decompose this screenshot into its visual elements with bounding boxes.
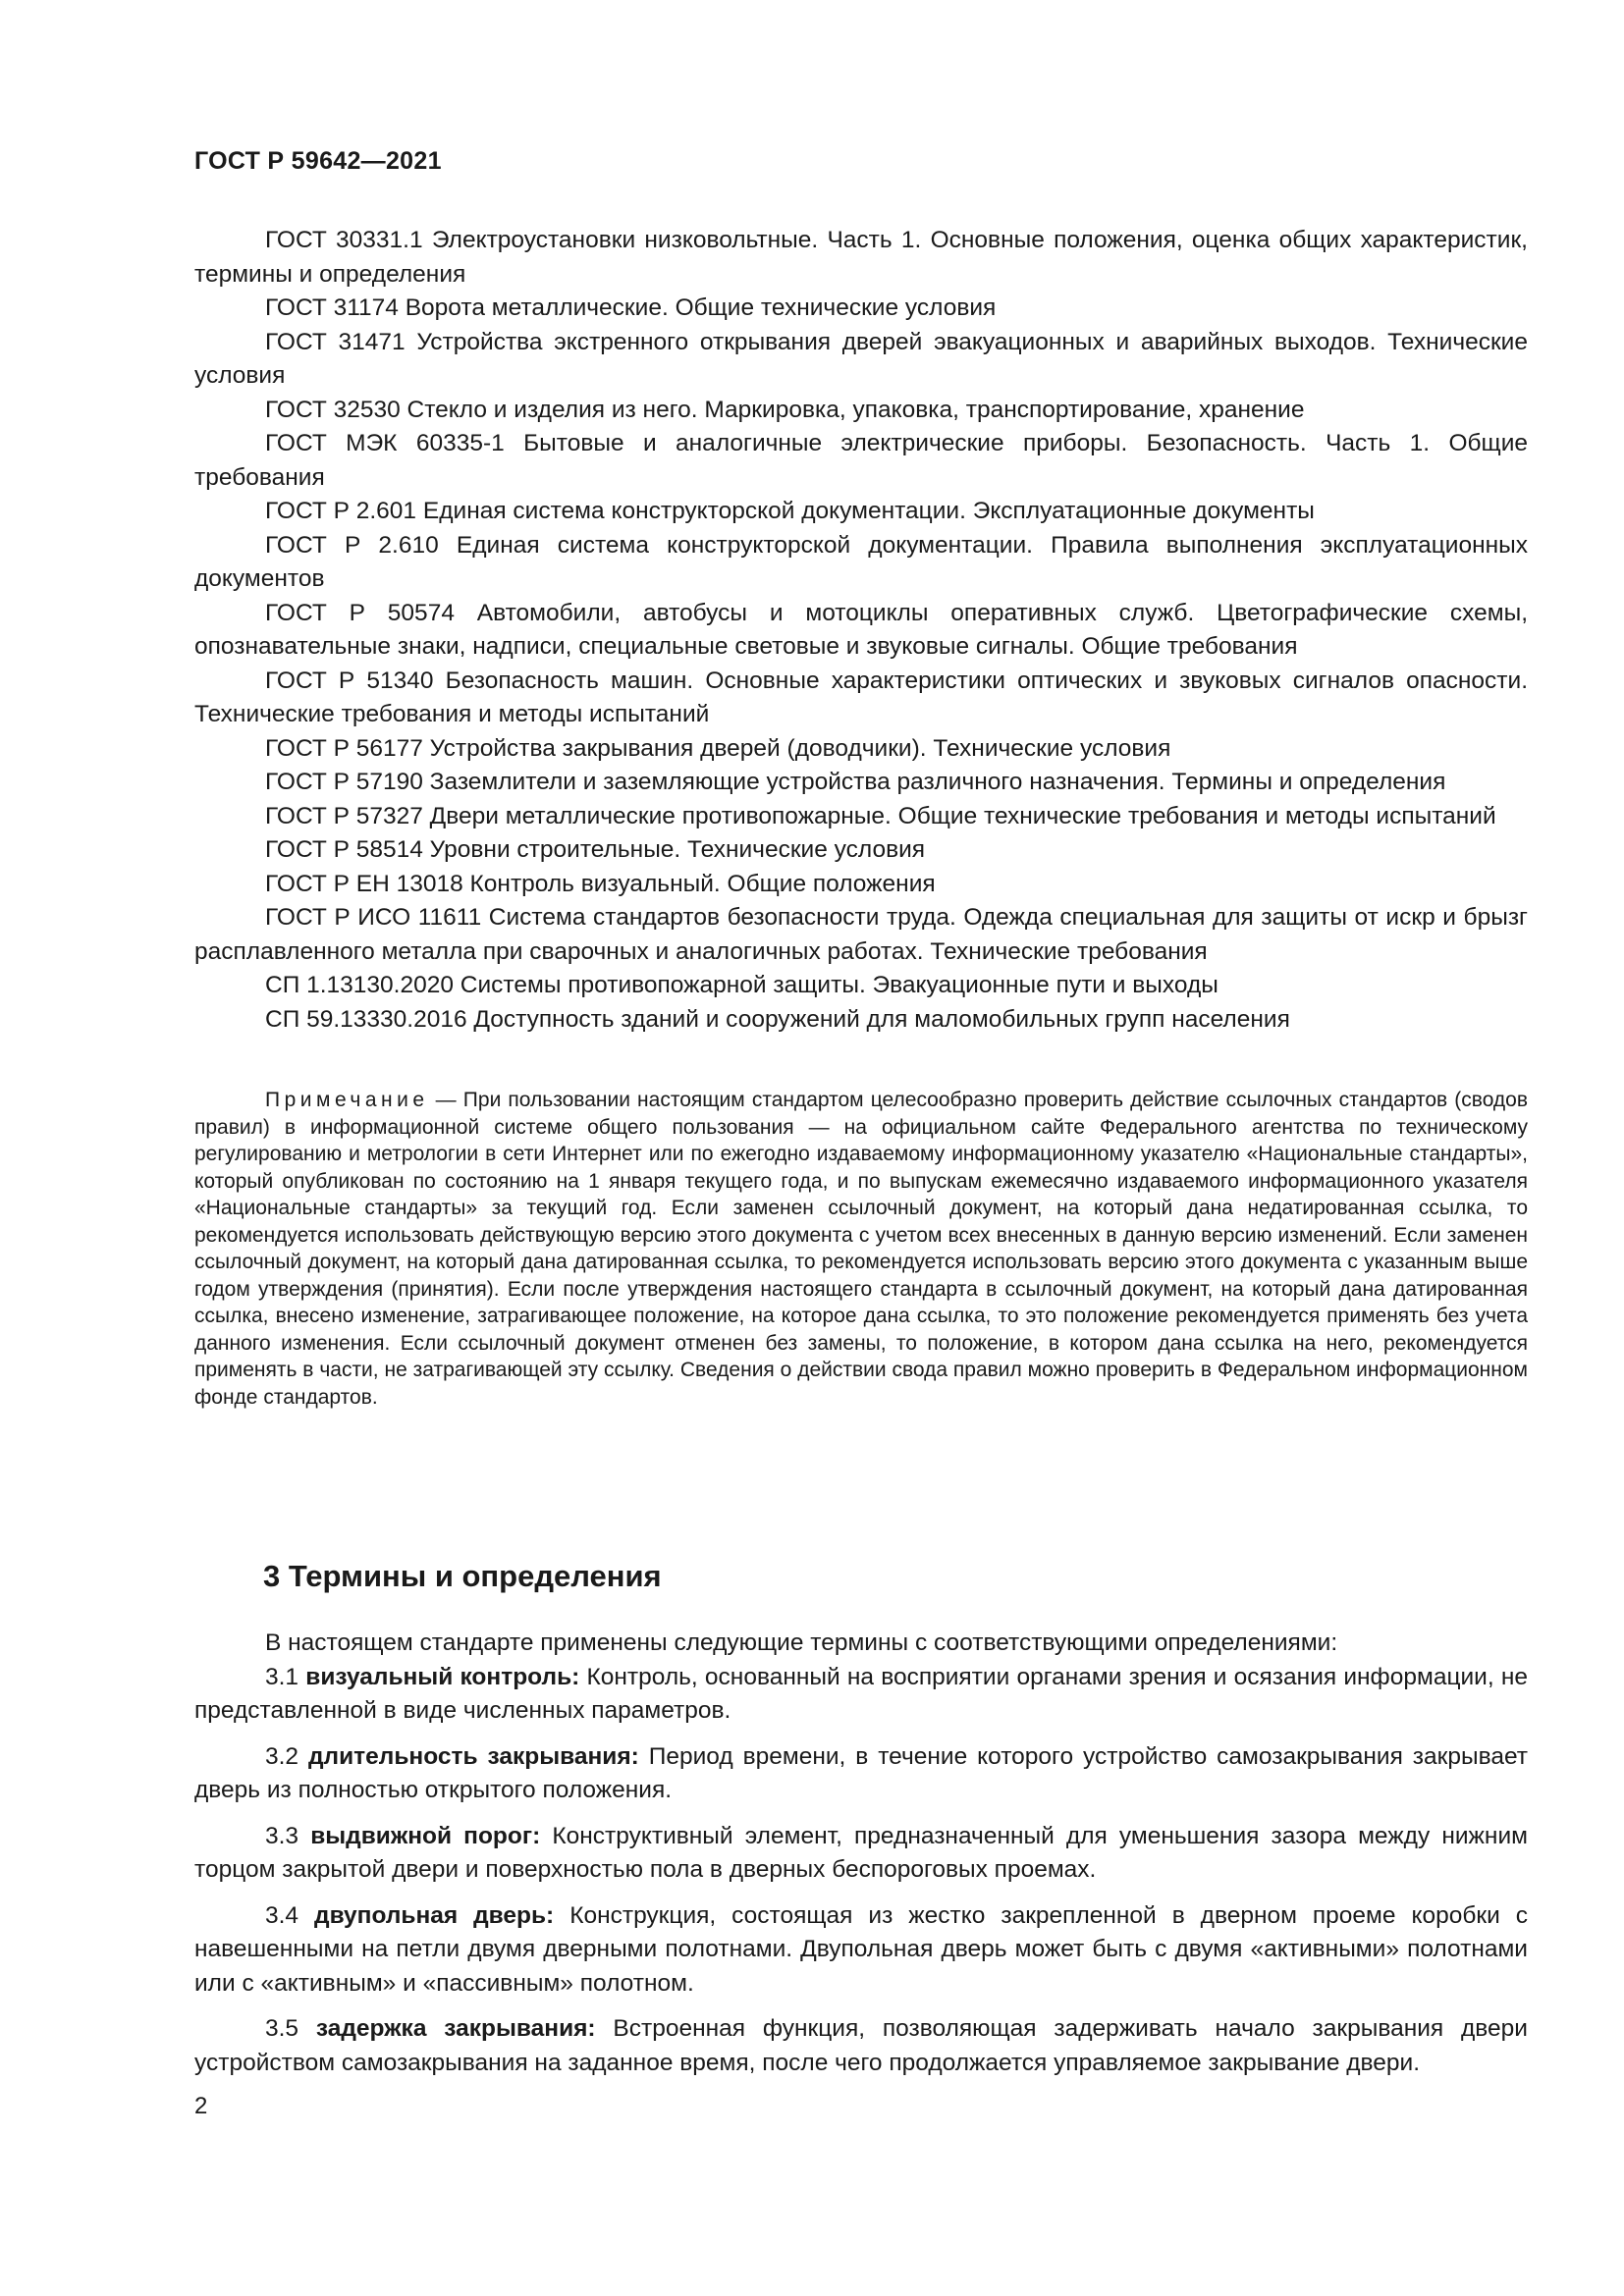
term-entry bbox=[194, 1740, 1528, 1808]
note-text: — При пользовании настоящим стандартом целесообразно проверить действие ссылочных стандартов (сводов правил) в информационной системе общего пользования — на официальном сайте Федерального агентства по техническому регулированию и метрологии в сети Интернет или по ежегодно издаваемому информационному указателю «Национальные стандарты», который опубликован по состоянию на 1 января текущего года, и по выпускам ежемесячно издаваемого информационного указателя «Национальные стандарты» за текущий год. Если заменен ссылочный документ, на который дана недатированная ссылка, то рекомендуется использовать действующую версию этого документа с учетом всех внесенных в данную версию изменений. Если заменен ссылочный документ, на который дана датированная ссылка, то рекомендуется использовать версию этого документа с указанным выше годом утверждения (принятия). Если после утверждения настоящего стандарта в ссылочный документ, на который дана датированная ссылка, внесено изменение, затрагивающее положение, на которое дана ссылка, то это положение рекомендуется применять без учета данного изменения. Если ссылочный документ отменен без замены, то положение, в котором дана ссылка на него, рекомендуется применять в части, не затрагивающей эту ссылку. Сведения о действии свода правил можно проверить в Федеральном информационном фонде стандартов. bbox=[194, 1089, 1528, 1409]
term-name: задержка закрывания: bbox=[315, 2015, 596, 2042]
page-number: 2 bbox=[194, 2093, 208, 2119]
term-entry bbox=[194, 1899, 1528, 2002]
term-definition: Контроль, основанный на восприятии органами зрения и осязания информации, не представленной в виде численных параметров. bbox=[194, 1663, 1529, 1724]
reference-item: ГОСТ Р ЕН 13018 Контроль визуальный. Общие положения bbox=[265, 870, 936, 897]
reference-item: ГОСТ Р 57190 Заземлители и заземляющие устройства различного назначения. Термины и определения bbox=[265, 769, 1446, 795]
terms-section bbox=[194, 1627, 1528, 2080]
term-entry bbox=[194, 1820, 1528, 1888]
term-number: 3.3 bbox=[265, 1822, 299, 1849]
term-number: 3.2 bbox=[265, 1742, 299, 1770]
reference-item: ГОСТ Р 57327 Двери металлические противопожарные. Общие технические требования и методы испытаний bbox=[265, 802, 1496, 829]
term-definition: Конструктивный элемент, предназначенный для уменьшения зазора между нижним торцом закрытой двери и поверхностью пола в дверных беспороговых проемах. bbox=[194, 1822, 1528, 1883]
reference-item: ГОСТ 31174 Ворота металлические. Общие технические условия bbox=[265, 294, 997, 321]
note-paragraph bbox=[194, 1087, 1528, 1411]
reference-item: СП 59.13330.2016 Доступность зданий и сооружений для маломобильных групп населения bbox=[265, 1005, 1290, 1033]
term-definition: Конструкция, состоящая из жестко закрепленной в дверном проеме коробки с навешенными на петли двумя дверными полотнами. Двупольная дверь может быть с двумя «активными» полотнами или с «активным» и «пассивным» полотном. bbox=[194, 1901, 1528, 1997]
reference-item: ГОСТ 31471 Устройства экстренного открывания дверей эвакуационных и аварийных выходов. Технические условия bbox=[194, 328, 1528, 389]
note-block bbox=[194, 1087, 1528, 1411]
normative-references bbox=[194, 224, 1528, 1037]
term-entry bbox=[194, 2012, 1528, 2080]
section-intro: В настоящем стандарте применены следующие термины с соответствующими определениями: bbox=[265, 1629, 1338, 1656]
term-name: двупольная дверь: bbox=[314, 1901, 555, 1929]
term-number: 3.1 bbox=[265, 1663, 299, 1690]
reference-item: ГОСТ Р 51340 Безопасность машин. Основные характеристики оптических и звуковых сигналов опасности. Технические требования и методы испытаний bbox=[194, 667, 1528, 727]
term-definition: Встроенная функция, позволяющая задерживать начало закрывания двери устройством самозакрывания на заданное время, после чего продолжается управляемое закрывание двери. bbox=[194, 2015, 1528, 2076]
reference-item: СП 1.13130.2020 Системы противопожарной защиты. Эвакуационные пути и выходы bbox=[265, 972, 1218, 998]
note-label: Примечание bbox=[265, 1089, 429, 1111]
section-title: 3 Термины и определения bbox=[263, 1559, 662, 1593]
term-name: визуальный контроль: bbox=[305, 1663, 580, 1690]
reference-item: ГОСТ Р ИСО 11611 Система стандартов безопасности труда. Одежда специальная для защиты от искр и брызг расплавленного металла при сварочных и аналогичных работах. Технические требования bbox=[194, 904, 1528, 965]
reference-item: ГОСТ Р 56177 Устройства закрывания дверей (доводчики). Технические условия bbox=[265, 734, 1171, 762]
term-number: 3.4 bbox=[265, 1901, 299, 1929]
reference-item: ГОСТ 30331.1 Электроустановки низковольтные. Часть 1. Основные положения, оценка общих характеристик, термины и определения bbox=[194, 227, 1528, 288]
term-number: 3.5 bbox=[265, 2015, 299, 2042]
document-header: ГОСТ Р 59642—2021 bbox=[194, 147, 442, 175]
term-name: длительность закрывания: bbox=[308, 1742, 639, 1770]
reference-item: ГОСТ Р 58514 Уровни строительные. Технические условия bbox=[265, 836, 926, 863]
term-definition: Период времени, в течение которого устройство самозакрывания закрывает дверь из полностью открытого положения. bbox=[194, 1742, 1529, 1803]
reference-item: ГОСТ МЭК 60335-1 Бытовые и аналогичные электрические приборы. Безопасность. Часть 1. Общие требования bbox=[194, 430, 1528, 491]
term-name: выдвижной порог: bbox=[310, 1822, 541, 1849]
reference-item: ГОСТ Р 2.601 Единая система конструкторской документации. Эксплуатационные документы bbox=[265, 498, 1315, 524]
reference-item: ГОСТ Р 50574 Автомобили, автобусы и мотоциклы оперативных служб. Цветографические схемы, опознавательные знаки, надписи, специальные световые и звуковые сигналы. Общие требования bbox=[194, 599, 1528, 660]
term-entry bbox=[194, 1661, 1528, 1729]
reference-item: ГОСТ 32530 Стекло и изделия из него. Маркировка, упаковка, транспортирование, хранение bbox=[265, 396, 1305, 423]
reference-item: ГОСТ Р 2.610 Единая система конструкторской документации. Правила выполнения эксплуатационных документов bbox=[194, 531, 1528, 592]
